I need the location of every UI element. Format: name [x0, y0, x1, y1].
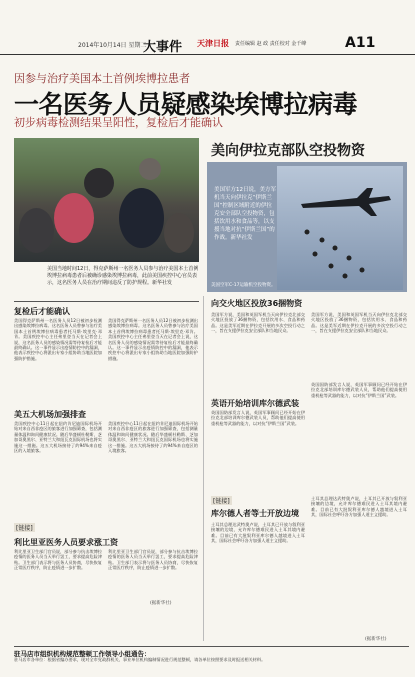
photo-figure	[19, 208, 54, 253]
iraq-photo	[207, 162, 407, 292]
article-title[interactable]: 美五大机场加强排查	[14, 410, 86, 419]
news-credit: (据新华社)	[150, 601, 172, 606]
article-title[interactable]: 库尔德人者等士开放边境	[211, 509, 299, 518]
editor-credits: 责任编辑 赵 政 责任校对 金千峰	[235, 41, 307, 47]
photo-figure	[84, 168, 114, 198]
article-body: 英国国防部发言人说，英国军事顾问已经开始在伊拉克北部培训库尔德武装人员，帮助他们提高使用重机枪等武器的能力，以对抗“伊斯兰国”武装。	[211, 410, 305, 426]
article-title[interactable]: 英语开始培训库尔德武装	[211, 399, 299, 408]
divider	[14, 301, 199, 302]
link-tag: [链接]	[213, 498, 230, 505]
notice-title: 驻马店市组织机构规范整顿工作领导小组通告：	[14, 650, 151, 658]
newspaper-logo: 天津日报	[197, 39, 229, 48]
article-body: 美国疾控中心11日起在纽约肯尼迪国际机场开始对来自西非疫区的旅客进行加强筛查，包括测量体温和询问健康状况。随后华盛顿杜勒斯、芝加哥奥黑尔、亚特兰大和纽瓦克国际机场也将实施这一措施。这五大机场接待了约94%来自疫区的入境旅客。	[14, 421, 102, 454]
cargo-drop-icon	[287, 222, 397, 282]
article-body: 利比里亚卫生部门官员说，部分参与抗击埃博拉疫情的医务人员当天举行罢工，要求提高危险津贴。卫生部门表示将与医务人员协商，尽快恢复正常医疗秩序，防止疫情进一步扩散。	[108, 549, 198, 571]
column-divider	[203, 296, 204, 641]
article-body: 美国得克萨斯州一名医务人员12日被初步检测出感染埃博拉病毒。这名医务人员曾参与治疗美国本土首例埃博拉病毒患者托马斯·埃里克·邓肯。美国疾控中心主任弗里登当天在记者会上说，这名医务人员的感染情况需等待复检后才能最终确认。这一事件显示出疫情防控中的漏洞，他表示疾控中心将派出专家小组协助当地医院加强防护措施。	[14, 318, 102, 361]
lead-headline[interactable]: 一名医务人员疑感染埃博拉病毒	[14, 90, 358, 119]
public-notice	[14, 646, 409, 665]
iraq-photo-caption: 美国空军C-17运输机空投物资。	[211, 283, 276, 288]
article-body: 美国军方说，美国和英国军机当天向伊拉克北部交火地区投放了36捆物资，包括饮用水、食品和药品。这是美军近期在伊拉克开展的多次空投行动之一，旨在支援伊拉克安全部队和当地民众。	[211, 312, 305, 334]
news-credit: (据新华社)	[365, 637, 387, 642]
lead-kicker: 因参与治疗美国本土首例埃博拉患者	[14, 72, 190, 85]
article-body: 美国疾控中心11日起在纽约肯尼迪国际机场开始对来自西非疫区的旅客进行加强筛查，包括测量体温和询问健康状况。随后华盛顿杜勒斯、芝加哥奥黑尔、亚特兰大和纽瓦克国际机场也将实施这一措施。这五大机场接待了约94%来自疫区的入境旅客。	[108, 421, 198, 454]
article-title[interactable]: 复检后才能确认	[14, 307, 70, 316]
article-body: 美国得克萨斯州一名医务人员12日被初步检测出感染埃博拉病毒。这名医务人员曾参与治疗美国本土首例埃博拉病毒患者托马斯·埃里克·邓肯。美国疾控中心主任弗里登当天在记者会上说，这名医务人员的感染情况需等待复检后才能最终确认。这一事件显示出疫情防控中的漏洞，他表示疾控中心将派出专家小组协助当地医院加强防护措施。	[108, 318, 198, 361]
page-number: A11	[345, 35, 376, 51]
photo-figure	[119, 188, 164, 248]
article-body: 美国军方说，美国和英国军机当天向伊拉克北部交火地区投放了36捆物资，包括饮用水、食品和药品。这是美军近期在伊拉克开展的多次空投行动之一，旨在支援伊拉克安全部队和当地民众。	[311, 312, 407, 334]
notice-text: 驻马店市各单位：根据省编办要求，现对全市党政群机关、事业单位机构编制情况进行规范整顿，请各单位按照要求及时报送相关材料。	[14, 657, 266, 662]
article-title[interactable]: 向交火地区投放36捆物资	[211, 299, 303, 308]
airplane-icon	[297, 182, 393, 222]
photo-figure	[164, 213, 194, 253]
lead-subhead: 初步病毒检测结果呈阳性，复检后才能确认	[14, 116, 223, 129]
photo-figure	[54, 193, 94, 243]
article-body: 利比里亚卫生部门官员说，部分参与抗击埃博拉疫情的医务人员当天举行罢工，要求提高危险津贴。卫生部门表示将与医务人员协商，尽快恢复正常医疗秩序，防止疫情进一步扩散。	[14, 549, 102, 571]
lead-photo-caption: 美国当地时间12日，得克萨斯州一名医务人员参与治疗美国本土首例埃博拉病毒患者后被确诊感染埃博拉病毒，此前美国疾控中心官员表示，这名医务人员在治疗期间违反了防护规程。新华社发	[47, 266, 199, 286]
link-tag: [链接]	[16, 525, 33, 532]
lead-photo	[14, 138, 199, 262]
page-header	[0, 32, 415, 55]
article-body: 土耳其总理达武特奥卢说，土耳其已开放与叙利亚接壤的边境，允许库尔德难民进入土耳其境内避难。目前已有大批叙利亚库尔德人越境进入土耳其，国际社会呼吁各方加强人道主义援助。	[211, 522, 305, 544]
article-body: 土耳其总理达武特奥卢说，土耳其已开放与叙利亚接壤的边境，允许库尔德难民进入土耳其境内避难。目前已有大批叙利亚库尔德人越境进入土耳其，国际社会呼吁各方加强人道主义援助。	[311, 496, 407, 518]
section-title: 大事件	[143, 40, 183, 55]
issue-date: 2014年10月14日 星期二	[78, 42, 147, 49]
article-title[interactable]: 利比里亚医务人员要求涨工资	[14, 538, 118, 547]
iraq-photo-note: 美国军方12日说，美方军机当天向伊拉克“伊斯兰国”控制区域附近的伊拉克安全部队空投物资，包括饮用水和食品等，以支援当地对抗“伊斯兰国”的作战。新华社发	[214, 187, 276, 241]
iraq-headline[interactable]: 美向伊拉克部队空投物资	[211, 143, 365, 159]
article-body: 英国国防部发言人说，英国军事顾问已经开始在伊拉克北部培训库尔德武装人员，帮助他们提高使用重机枪等武器的能力，以对抗“伊斯兰国”武装。	[311, 382, 407, 398]
photo-figure	[139, 158, 161, 180]
